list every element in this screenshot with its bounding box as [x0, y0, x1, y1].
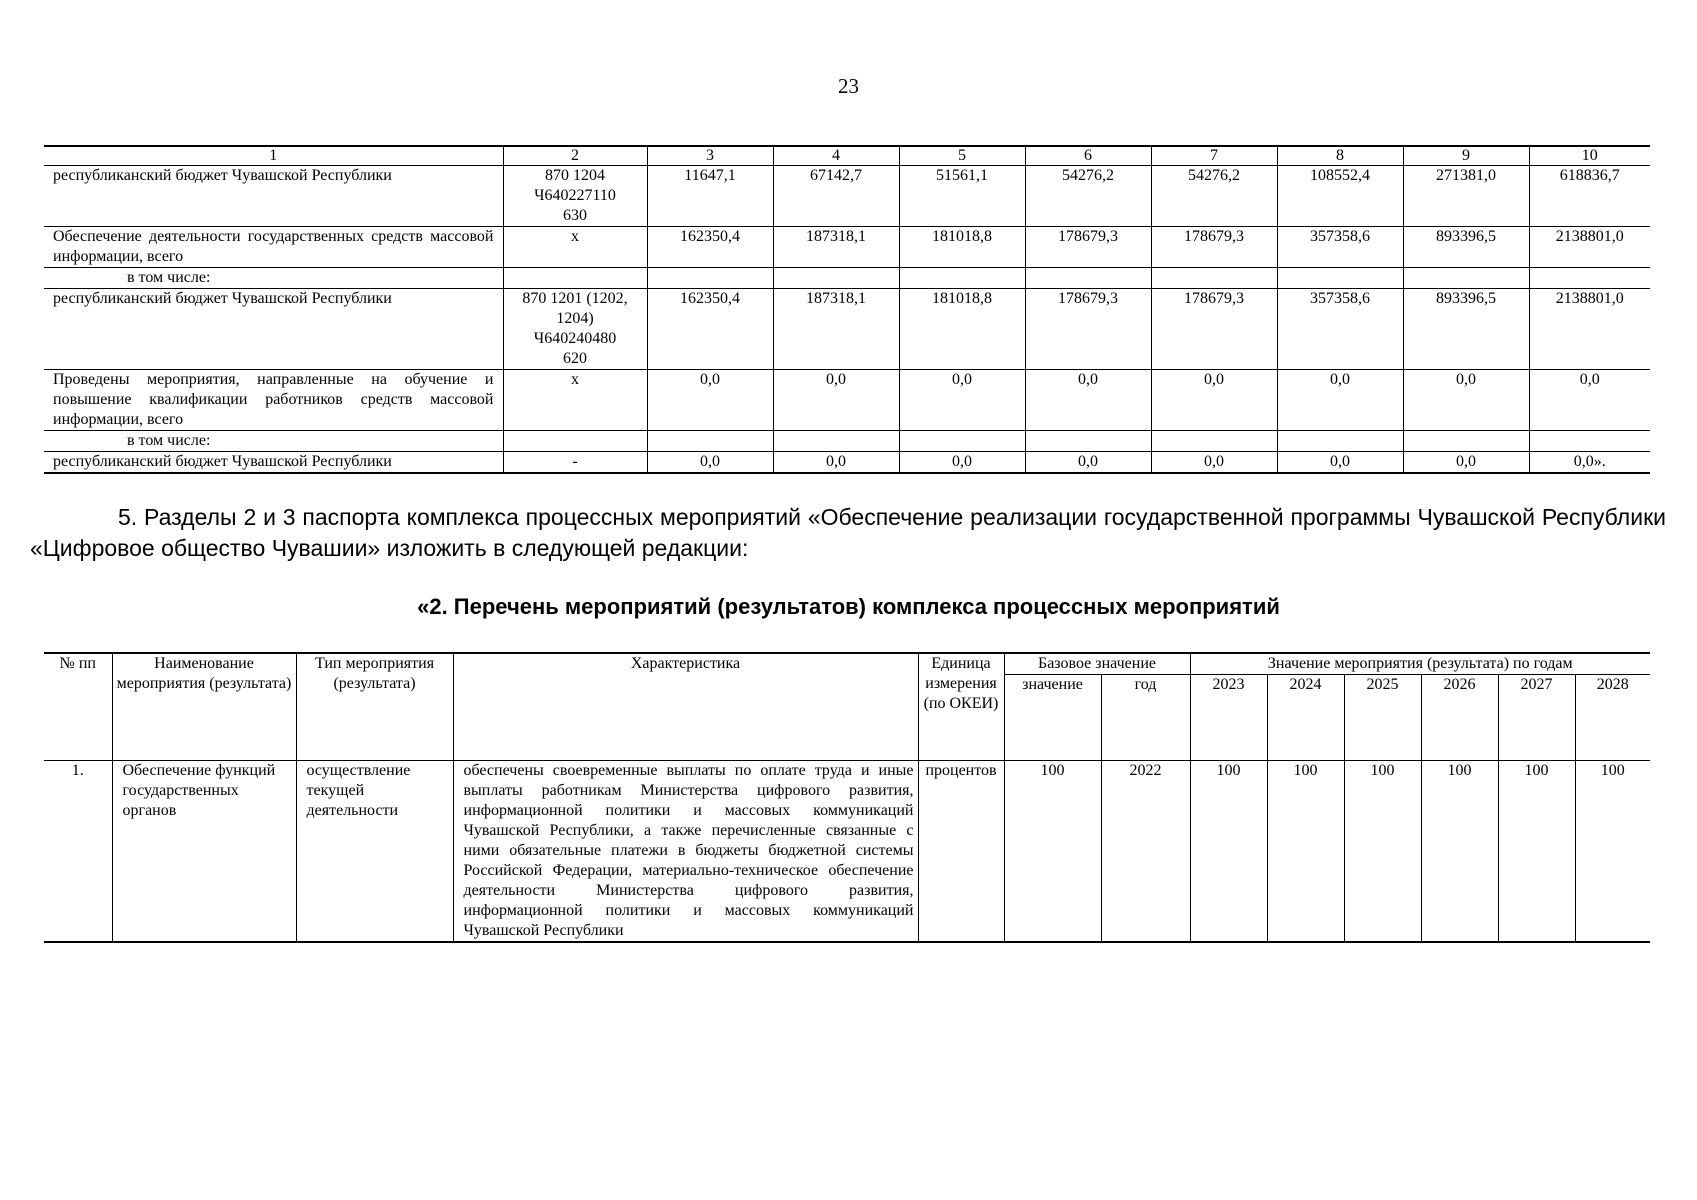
column-number: 2 [503, 146, 647, 166]
funding-value: 108552,4 [1277, 166, 1403, 227]
funding-value: 181018,8 [899, 227, 1025, 268]
funding-table [44, 145, 1650, 474]
header-base: Базовое значение [1004, 653, 1190, 675]
budget-code-line: 870 1204 [545, 167, 605, 184]
funding-value [1025, 431, 1151, 452]
funding-value: 178679,3 [1151, 227, 1277, 268]
event-value: 100 [1498, 761, 1575, 943]
funding-row-name: в том числе: [44, 431, 503, 452]
column-number: 6 [1025, 146, 1151, 166]
funding-row-name: в том числе: [44, 268, 503, 289]
funding-value: 178679,3 [1151, 289, 1277, 370]
funding-row [44, 166, 1650, 227]
funding-value: 0,0 [1403, 370, 1529, 431]
funding-value: 0,0 [773, 370, 899, 431]
funding-row [44, 452, 1650, 474]
funding-value [773, 431, 899, 452]
header-type: Тип мероприятия (результата) [296, 653, 453, 761]
header-base-year: год [1101, 675, 1190, 761]
budget-code [503, 289, 647, 370]
header-characteristic: Характеристика [453, 653, 918, 761]
funding-value: 0,0 [1151, 452, 1277, 474]
funding-value [1529, 268, 1650, 289]
funding-value [773, 268, 899, 289]
budget-code-line: - [572, 453, 578, 470]
event-num: 1. [44, 761, 112, 943]
event-base-year: 2022 [1101, 761, 1190, 943]
column-number: 3 [647, 146, 773, 166]
header-name: Наименование мероприятия (результата) [112, 653, 296, 761]
funding-value: 0,0 [1277, 452, 1403, 474]
funding-value: 54276,2 [1151, 166, 1277, 227]
column-number: 9 [1403, 146, 1529, 166]
funding-value: 0,0 [1529, 370, 1650, 431]
funding-row-name: республиканский бюджет Чувашской Республики [44, 166, 503, 227]
event-name: Обеспечение функций государственных органов [112, 761, 296, 943]
funding-value [1151, 268, 1277, 289]
header-year: 2026 [1421, 675, 1498, 761]
budget-code [503, 431, 647, 452]
funding-value: 0,0 [1151, 370, 1277, 431]
funding-value [1529, 431, 1650, 452]
funding-value: 618836,7 [1529, 166, 1650, 227]
header-year: 2025 [1344, 675, 1421, 761]
budget-code-line: 1204) [556, 310, 594, 327]
funding-value: 0,0 [899, 370, 1025, 431]
event-value: 100 [1421, 761, 1498, 943]
funding-value [1025, 268, 1151, 289]
funding-value: 162350,4 [647, 227, 773, 268]
funding-value: 178679,3 [1025, 227, 1151, 268]
budget-code [503, 268, 647, 289]
funding-value: 187318,1 [773, 289, 899, 370]
header-year: 2023 [1190, 675, 1267, 761]
funding-value: 2138801,0 [1529, 227, 1650, 268]
budget-code-line: 630 [563, 207, 587, 224]
event-characteristic: обеспечены своевременные выплаты по оплате труда и иные выплаты работникам Министерства цифрового развития, информационной политики и массовых коммуникаций Чувашской Республики, а также перечисленные связанные с ними обязательные платежи в бюджеты бюджетной системы Российской Федерации, материально-техническое обеспечение деятельности Министерства цифрового развития, информационной политики и массовых коммуникаций Чувашской Республики [453, 761, 918, 943]
funding-row [44, 370, 1650, 431]
funding-row-name: Проведены мероприятия, направленные на обучение и повышение квалификации работников средств массовой информации, всего [44, 370, 503, 431]
funding-value: 162350,4 [647, 289, 773, 370]
events-table [44, 652, 1650, 943]
funding-value: 0,0 [647, 452, 773, 474]
funding-value: 54276,2 [1025, 166, 1151, 227]
event-value: 100 [1190, 761, 1267, 943]
event-unit: процентов [918, 761, 1004, 943]
funding-row-name: республиканский бюджет Чувашской Республики [44, 452, 503, 474]
funding-value: 271381,0 [1403, 166, 1529, 227]
column-number: 10 [1529, 146, 1650, 166]
budget-code [503, 166, 647, 227]
funding-value: 181018,8 [899, 289, 1025, 370]
budget-code-line: x [571, 371, 579, 388]
budget-code-line: Ч640227110 [534, 187, 616, 204]
funding-header-row [44, 146, 1650, 166]
funding-value: 357358,6 [1277, 227, 1403, 268]
funding-value: 11647,1 [647, 166, 773, 227]
funding-value: 187318,1 [773, 227, 899, 268]
funding-value: 51561,1 [899, 166, 1025, 227]
budget-code-line: x [571, 228, 579, 245]
funding-value: 178679,3 [1025, 289, 1151, 370]
budget-code [503, 370, 647, 431]
funding-value: 67142,7 [773, 166, 899, 227]
amendment-paragraph: 5. Разделы 2 и 3 паспорта комплекса процессных мероприятий «Обеспечение реализации государственной программы Чувашской Республики «Цифровое общество Чувашии» изложить в следующей редакции: [30, 504, 1666, 561]
header-year: 2024 [1267, 675, 1344, 761]
funding-value: 0,0 [1277, 370, 1403, 431]
funding-value [899, 268, 1025, 289]
funding-value: 0,0 [1403, 452, 1529, 474]
funding-value: 0,0 [1025, 370, 1151, 431]
section-title: «2. Перечень мероприятий (результатов) комплекса процессных мероприятий [417, 594, 1280, 619]
header-base-value: значение [1004, 675, 1101, 761]
column-number: 1 [44, 146, 503, 166]
column-number: 8 [1277, 146, 1403, 166]
header-years: Значение мероприятия (результата) по годам [1190, 653, 1650, 675]
header-year: 2027 [1498, 675, 1575, 761]
funding-value [1277, 431, 1403, 452]
funding-value: 0,0 [899, 452, 1025, 474]
header-year: 2028 [1575, 675, 1650, 761]
funding-value: 357358,6 [1277, 289, 1403, 370]
funding-value [647, 431, 773, 452]
funding-value [899, 431, 1025, 452]
funding-row-name: республиканский бюджет Чувашской Республики [44, 289, 503, 370]
event-type: осуществление текущей деятельности [296, 761, 453, 943]
header-unit: Единица измерения (по ОКЕИ) [918, 653, 1004, 761]
column-number: 7 [1151, 146, 1277, 166]
page-number: 23 [838, 74, 859, 98]
funding-value: 893396,5 [1403, 227, 1529, 268]
funding-value: 0,0». [1529, 452, 1650, 474]
funding-value: 2138801,0 [1529, 289, 1650, 370]
header-num: № пп [44, 653, 112, 761]
funding-row [44, 227, 1650, 268]
funding-value [647, 268, 773, 289]
event-value: 100 [1267, 761, 1344, 943]
budget-code [503, 452, 647, 474]
funding-row [44, 268, 1650, 289]
funding-row-name: Обеспечение деятельности государственных средств массовой информации, всего [44, 227, 503, 268]
funding-value [1151, 431, 1277, 452]
budget-code [503, 227, 647, 268]
funding-row [44, 431, 1650, 452]
event-value: 100 [1344, 761, 1421, 943]
funding-value [1403, 268, 1529, 289]
budget-code-line: Ч640240480 [533, 330, 617, 347]
budget-code-line: 620 [563, 350, 587, 367]
budget-code-line: 870 1201 (1202, [522, 290, 628, 307]
event-base-value: 100 [1004, 761, 1101, 943]
column-number: 4 [773, 146, 899, 166]
funding-value [1403, 431, 1529, 452]
event-value: 100 [1575, 761, 1650, 943]
funding-value: 0,0 [1025, 452, 1151, 474]
funding-value: 893396,5 [1403, 289, 1529, 370]
funding-value: 0,0 [773, 452, 899, 474]
funding-value [1277, 268, 1403, 289]
column-number: 5 [899, 146, 1025, 166]
funding-value: 0,0 [647, 370, 773, 431]
funding-row [44, 289, 1650, 370]
